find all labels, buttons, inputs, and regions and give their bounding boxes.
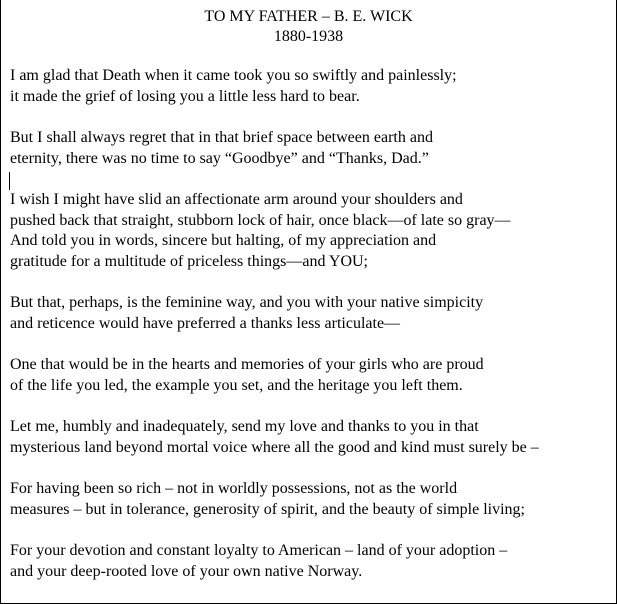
poem-line: it made the grief of losing you a little less hard to bear. — [10, 87, 360, 105]
stanza-1 — [10, 66, 614, 107]
title-dates: 1880-1938 — [273, 28, 344, 45]
text-cursor — [9, 172, 10, 190]
poem-line: But that, perhaps, is the feminine way, and you with your native simpicity — [10, 294, 484, 311]
poem-line: mysterious land beyond mortal voice where all the good and kind must surely be – — [10, 438, 539, 456]
poem-line: and your deep-rooted love of your own native Norway. — [10, 562, 363, 580]
poem-line: Let me, humbly and inadequately, send my love and thanks to you in that — [10, 418, 479, 435]
stanza-7 — [10, 479, 614, 520]
stanza-4 — [10, 293, 614, 334]
poem-title — [1, 0, 616, 47]
poem-line: For your devotion and constant loyalty to American – land of your adoption – — [10, 542, 508, 559]
stanza-2 — [10, 128, 614, 169]
poem-line: For having been so rich – not in worldly possessions, not as the world — [10, 480, 458, 497]
poem-line: But I shall always regret that in that brief space between earth and — [10, 129, 433, 146]
stanza-5 — [10, 355, 614, 396]
poem-line: One that would be in the hearts and memories of your girls who are proud — [10, 356, 484, 373]
poem-line: of the life you led, the example you set, and the heritage you left them. — [10, 376, 463, 394]
poem-line: pushed back that straight, stubborn lock of hair, once black—of late so gray— — [10, 211, 511, 229]
stanza-3 — [10, 190, 614, 272]
title-heading: TO MY FATHER – B. E. WICK — [204, 8, 413, 25]
stanza-6 — [10, 417, 614, 458]
poem-line: measures – but in tolerance, generosity of spirit, and the beauty of simple living; — [10, 500, 525, 518]
poem-line: eternity, there was no time to say “Goodbye” and “Thanks, Dad.” — [10, 149, 429, 167]
poem-line: gratitude for a multitude of priceless things—and YOU; — [10, 252, 368, 270]
poem-line: I wish I might have slid an affectionate arm around your shoulders and — [10, 191, 463, 208]
stanza-8 — [10, 541, 614, 582]
poem-line: I am glad that Death when it came took you so swiftly and painlessly; — [10, 67, 457, 84]
poem-line: And told you in words, sincere but halting, of my appreciation and — [10, 232, 437, 249]
poem-line: and reticence would have preferred a thanks less articulate— — [10, 314, 401, 332]
poem-body[interactable] — [10, 66, 614, 603]
